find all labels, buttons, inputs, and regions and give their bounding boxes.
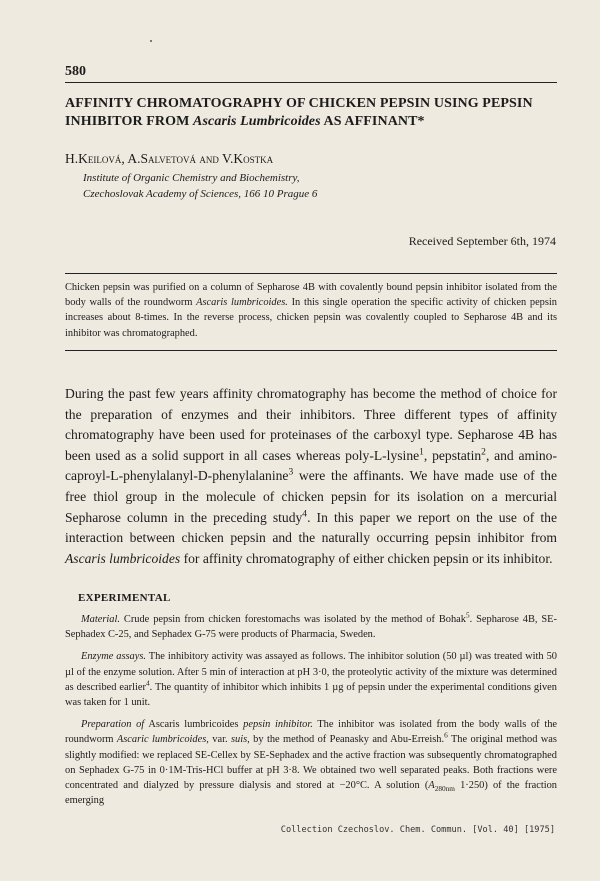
paragraph-enzyme-assays — [65, 649, 557, 710]
paragraph-italic: suis, — [230, 734, 250, 746]
paragraph-text: Crude pepsin from chicken forestomachs was isolated by the method of Bohak — [119, 614, 466, 625]
absorbance-symbol: A — [428, 780, 435, 792]
ref-sup: 4 — [302, 509, 308, 520]
paragraph-italic: Ascaric lumbricoides, — [116, 734, 209, 746]
abstract-text-c: In this single operation the specific activity of chicken pepsin increases about 8-times. In the reverse process, chicken pepsin was covalently coupled to Sepharose 4B and its inhibitor was chromatographed. — [65, 297, 557, 339]
institution-line2: Czechoslovak Academy of Sciences, 166 10 Prague 6 — [83, 188, 318, 200]
paragraph-preparation — [65, 717, 557, 808]
intro-text: for affinity chromatography of either chicken pepsin or its inhibitor. — [180, 550, 553, 566]
intro-text: , and amino-caproyl-L-phenylalanyl-D-phenylalanine — [65, 447, 557, 484]
ref-sup: 3 — [288, 467, 294, 478]
paragraph-text: The inhibitor was isolated from the body walls of the roundworm — [65, 719, 558, 746]
paragraph-material — [65, 612, 557, 642]
abstract-text-italic: Ascaris lumbricoides. — [196, 297, 288, 309]
paragraph-label: Enzyme assays. — [81, 651, 146, 663]
ref-sup: 1 — [419, 447, 424, 458]
paragraph-text: The original method was slightly modified: we replaced SE-Cellex by SE-Sephadex and the active fraction was subsequently chromatographed on Sephadex G-75 in 0·1M-Tris-HCl buffer at pH 3·8. We obtained two well separated peaks. Both fractions were concentrated and dialyzed by pressure dialysis and stored at −20°C. A solution ( — [65, 734, 557, 792]
intro-italic: Ascaris lumbricoides — [65, 550, 181, 566]
header-rule — [65, 82, 557, 83]
absorbance-subscript: 280nm — [434, 785, 455, 794]
title-part2: AS AFFINANT* — [320, 114, 425, 129]
title-part1: AFFINITY CHROMATOGRAPHY OF CHICKEN PEPSIN USING PEPSIN INHIBITOR FROM — [65, 96, 533, 129]
paragraph-text: . Sepharose 4B, SE-Sephadex C-25, and Sephadex G-75 were products of Pharmacia, Sweden. — [65, 614, 557, 641]
section-heading-experimental: EXPERIMENTAL — [78, 592, 171, 604]
intro-text: . In this paper we report on the use of the interaction between chicken pepsin and the naturally occurring pepsin inhibitor from — [65, 509, 557, 546]
introduction — [65, 384, 557, 569]
page-number: 580 — [65, 64, 86, 79]
institution-line1: Institute of Organic Chemistry and Biochemistry, — [83, 172, 300, 184]
ref-sup: 6 — [444, 731, 448, 740]
authors: H.Keilová, A.Salvetová and V.Kostka — [65, 151, 274, 166]
ref-sup: 4 — [145, 679, 150, 688]
abstract-text-a: Chicken pepsin was purified on a column of Sepharose 4B with covalently bound pepsin inhibitor isolated from the body walls of the roundworm — [65, 282, 557, 309]
paragraph-text: by the method of Peanasky and Abu-Erreish. — [249, 734, 445, 746]
paragraph-label: Material. — [81, 614, 120, 625]
intro-text: During the past few years affinity chromatography has become the method of choice for the preparation of enzymes and their inhibitors. Three different types of affinity chromatography have been used for proteinases of the carboxyl type. Sepharose 4B has been used as a solid support in all cases whereas poly-L-lysine — [65, 386, 557, 463]
institution — [83, 170, 317, 202]
ref-sup: 5 — [465, 611, 470, 620]
intro-text: , pepstatin — [423, 447, 482, 463]
paragraph-text: var. — [208, 734, 231, 746]
ref-sup: 2 — [481, 447, 486, 458]
paragraph-text: Ascaris lumbricoides — [144, 719, 244, 731]
intro-text: were the affinants. We have made use of the free thiol group in the molecule of chicken pepsin for its isolation on a mercurial Sepharose column in the preceding study — [65, 468, 557, 525]
experimental-body — [65, 612, 557, 815]
paragraph-text: The inhibitory activity was assayed as follows. The inhibitor solution (50 µl) was treated with 50 µl of the enzyme solution. After 5 min of interaction at pH 3·0, the proteolytic activity of the mixture was determined as described earlier — [65, 651, 557, 693]
paragraph-label: Preparation of — [81, 719, 145, 731]
received-date: Received September 6th, 1974 — [408, 234, 556, 248]
journal-footer: Collection Czechoslov. Chem. Commun. [Vol. 40] [1975] — [280, 825, 555, 835]
article-title — [65, 95, 557, 131]
paragraph-label: pepsin inhibitor. — [243, 719, 313, 731]
title-italic: Ascaris Lumbricoides — [193, 114, 321, 129]
abstract — [65, 280, 557, 341]
abstract-top-rule — [65, 273, 557, 274]
paragraph-text: . The quantity of inhibitor which inhibits 1 µg of pepsin under the experimental conditions given was taken for 1 unit. — [65, 681, 557, 709]
print-speck — [150, 40, 152, 42]
paragraph-text: 1·250) of the fraction emerging — [65, 780, 557, 807]
abstract-bottom-rule — [65, 350, 557, 351]
